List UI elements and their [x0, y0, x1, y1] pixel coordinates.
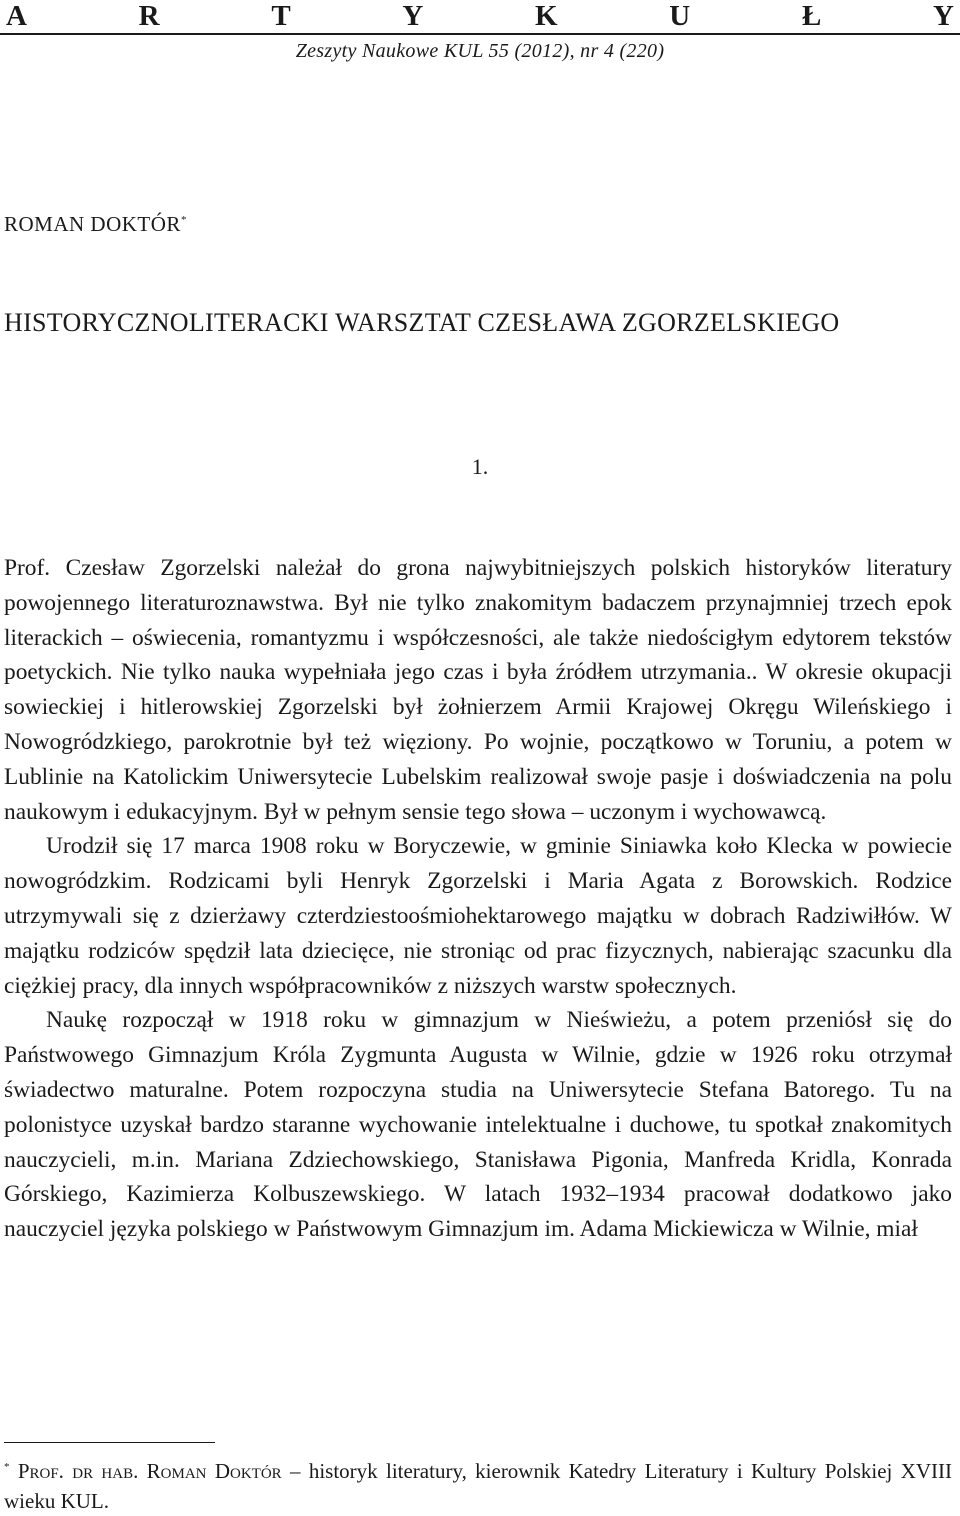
- footnote-text: – historyk literatury, kierownik Katedry Literatury i Kultury Polskiej XVIII wieku KUL.: [4, 1459, 952, 1513]
- article-title: HISTORYCZNOLITERACKI WARSZTAT CZESŁAWA ZGORZELSKIEGO: [4, 308, 840, 337]
- section-number: 1.: [471, 454, 489, 479]
- header-letter: U: [669, 0, 691, 32]
- article-body: [4, 551, 952, 1247]
- author-name-text: ROMAN DOKTÓR: [4, 212, 181, 236]
- header-letter: Ł: [801, 0, 822, 32]
- header-letter: T: [271, 0, 291, 32]
- header-rule: [0, 33, 960, 35]
- paragraph: Urodził się 17 marca 1908 roku w Boryczewie, w gminie Siniawka koło Klecka w powiecie nowogródzkim. Rodzicami byli Henryk Zgorzelski i Maria Agata z Borowskich. Rodzice utrzymywali się z dzierżawy czterdziestoośmiohektarowego majątku w dobrach Radziwiłłów. W majątku rodziców spędził lata dziecięce, nie stroniąc od prac fizycznych, nabierając szacunku dla ciężkiej pracy, dla innych współpracowników z niższych warstw społecznych.: [4, 833, 952, 999]
- paragraph: Prof. Czesław Zgorzelski należał do grona najwybitniejszych polskich historyków literatury powojennego literaturoznawstwa. Był nie tylko znakomitym badaczem przynajmniej trzech epok literackich – oświecenia, romantyzmu i współczesności, ale także niedościgłym edytorem tekstów poetyckich. Nie tylko nauka wypełniała jego czas i była źródłem utrzymania.. W okresie okupacji sowieckiej i hitlerowskiej Zgorzelski był żołnierzem Armii Krajowej Okręgu Wileńskiego i Nowogródzkiego, parokrotnie był też więziony. Po wojnie, początkowo w Toruniu, a potem w Lublinie na Katolickim Uniwersytecie Lubelskim realizował swoje pasje i doświadczenia na polu naukowym i edukacyjnym. Był w pełnym sensie tego słowa – uczonym i wychowawcą.: [4, 555, 952, 825]
- author-name: [4, 212, 187, 237]
- footnote-mark: *: [4, 1461, 10, 1473]
- paragraph: Naukę rozpoczął w 1918 roku w gimnazjum w Nieświeżu, a potem przeniósł się do Państwowego Gimnazjum Króla Zygmunta Augusta w Wilnie, gdzie w 1926 roku otrzymał świadectwo maturalne. Potem rozpoczyna studia na Uniwersytecie Stefana Batorego. Tu na polonistyce uzyskał bardzo staranne wychowanie intelektualne i duchowe, tu spotkał znakomitych nauczycieli, m.in. Mariana Zdziechowskiego, Stanisława Pigonia, Manfreda Kridla, Konrada Górskiego, Kazimierza Kolbuszewskiego. W latach 1932–1934 pracował dodatkowo jako nauczyciel języka polskiego w Państwowym Gimnazjum im. Adama Mickiewicza w Wilnie, miał: [4, 1007, 952, 1243]
- header-letter: K: [535, 0, 558, 32]
- journal-citation: Zeszyty Naukowe KUL 55 (2012), nr 4 (220): [295, 40, 665, 62]
- header-letter: Y: [932, 0, 954, 32]
- header-letter: A: [6, 0, 27, 32]
- section-label: [6, 0, 954, 32]
- footnote: [4, 1452, 952, 1516]
- footnote-author: Prof. dr hab. Roman Doktór: [17, 1459, 282, 1483]
- header-letter: Y: [402, 0, 424, 32]
- header-letter: R: [138, 0, 160, 32]
- author-footnote-mark: *: [180, 214, 187, 226]
- running-header: [0, 0, 960, 36]
- footnote-separator: [4, 1442, 215, 1443]
